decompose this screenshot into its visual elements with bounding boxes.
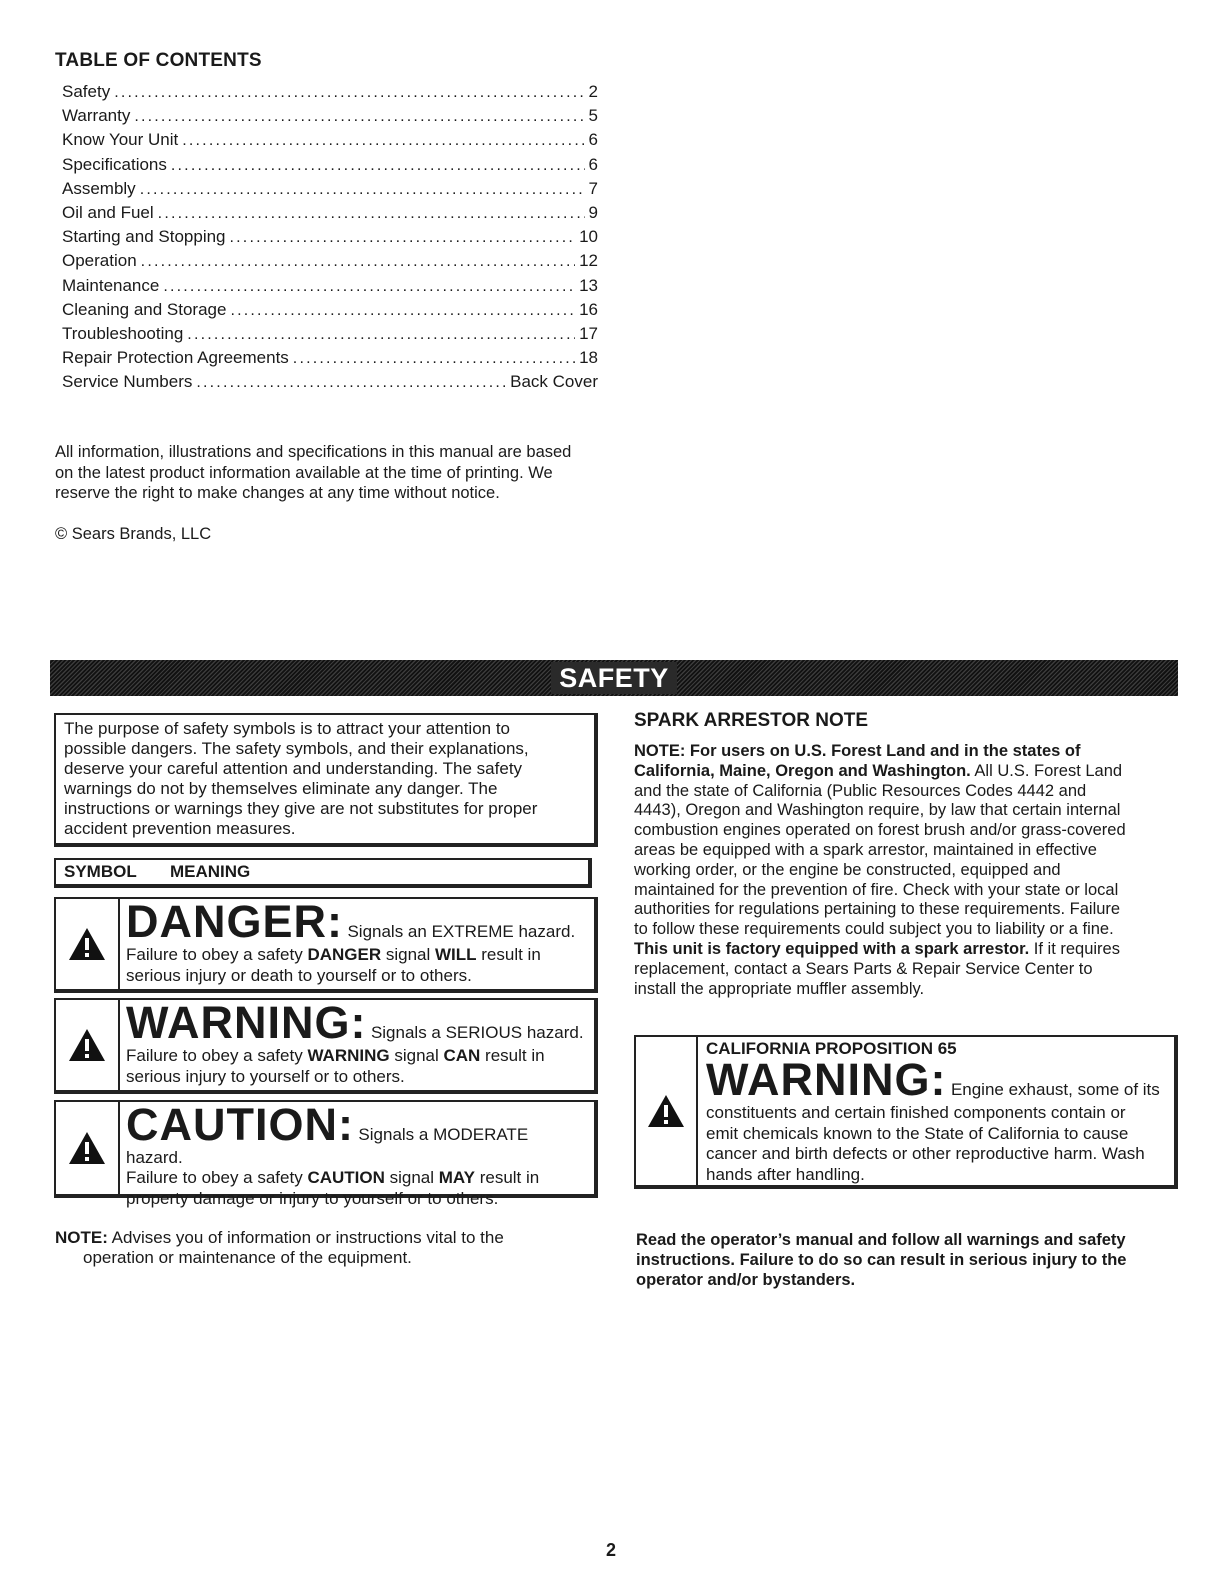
purpose-line: warnings do not by themselves eliminate any danger. The — [64, 779, 498, 798]
prop65-warning-word: WARNING: — [706, 1054, 947, 1105]
toc-item-page: 16 — [579, 299, 598, 319]
spark-arrestor-title: SPARK ARRESTOR NOTE — [634, 710, 869, 731]
caution-signal-box — [54, 1099, 598, 1208]
toc-item — [62, 324, 598, 348]
caution-description-line2: property damage or injury to yourself or to others. — [126, 1188, 499, 1208]
toc-item — [62, 82, 598, 106]
toc-item-label: Repair Protection Agreements — [62, 348, 289, 368]
disclaimer-line: All information, illustrations and specifications in this manual are based — [55, 443, 572, 461]
toc-leader — [158, 205, 585, 223]
toc-item-page: 7 — [588, 178, 598, 198]
toc-item — [62, 300, 598, 324]
safety-purpose-box — [54, 713, 598, 847]
toc-item-label: Warranty — [62, 106, 131, 126]
caution-description: Failure to obey a safety CAUTION signal MAY result in — [126, 1168, 540, 1187]
warning-triangle-icon — [67, 926, 107, 962]
toc-leader — [187, 326, 575, 344]
toc-item-page: 12 — [579, 251, 598, 271]
disclaimer-text — [55, 442, 600, 504]
toc-item-page: 9 — [588, 202, 598, 222]
danger-signal-box — [54, 897, 598, 993]
toc-item — [62, 348, 598, 372]
note-definition — [55, 1228, 595, 1268]
spark-arrestor-body: NOTE: For users on U.S. Forest Land and in the states of California, Maine, Oregon and Washington. All U.S. Forest Land and the state of California (Public Resources Codes 4442 and 4443), Oregon and Washington require, by law that certain internal combustion engines operated on forest brush and/or grass-covered areas be equipped with a spark arrestor, maintained in effective working order, or the engine be constructed, equipped and maintained for the prevention of fire. Check with your state or local authorities for regulations pertaining to these requirements. Failure to follow these requirements could subject you to liability or a fine. This unit is factory equipped with a spark arrestor. If it requires replacement, contact a Sears Parts & Repair Service Center to install the appropriate muffler assembly. — [634, 742, 1126, 998]
toc-item-label: Troubleshooting — [62, 323, 184, 343]
toc-item — [62, 203, 598, 227]
toc-leader — [293, 350, 575, 368]
warning-triangle-icon — [67, 1027, 107, 1063]
danger-short: Signals an EXTREME hazard. — [347, 922, 576, 941]
read-manual-notice: Read the operator’s manual and follow all warnings and safety instructions. Failure to do so can result in serious injury to the operator and/or bystanders. — [636, 1231, 1127, 1289]
note-label: NOTE: — [55, 1228, 108, 1247]
spark-note-bold: NOTE: For users on U.S. Forest Land and in the states of — [634, 742, 1081, 760]
toc-item-label: Starting and Stopping — [62, 227, 226, 247]
caution-icon-cell — [56, 1102, 120, 1194]
prop65-title: CALIFORNIA PROPOSITION 65 — [706, 1039, 957, 1058]
warning-description: Failure to obey a safety WARNING signal CAN result in — [126, 1046, 545, 1065]
toc-title: TABLE OF CONTENTS — [55, 50, 262, 71]
purpose-line: deserve your careful attention and understanding. The safety — [64, 759, 523, 778]
toc-item-page: 6 — [588, 154, 598, 174]
note-text-line2: operation or maintenance of the equipment. — [83, 1248, 412, 1267]
warning-short: Signals a SERIOUS hazard. — [370, 1023, 584, 1042]
note-text: Advises you of information or instructions vital to the — [107, 1228, 504, 1247]
safety-section-banner — [50, 660, 1178, 696]
warning-description-line2: serious injury to yourself or to others. — [126, 1066, 405, 1086]
toc-item-label: Maintenance — [62, 275, 160, 295]
purpose-line: possible dangers. The safety symbols, and their explanations, — [64, 739, 529, 758]
warning-triangle-icon — [646, 1093, 686, 1129]
toc-item — [62, 130, 598, 154]
toc-item-page: 17 — [579, 323, 598, 343]
prop65-text: WARNING: Engine exhaust, some of its constituents and certain finished components contain or emit chemicals known to the State of California to cause cancer and birth defects or other reproductive harm. Wash hands after handling. — [706, 1054, 1160, 1184]
toc-item-page: 2 — [588, 82, 598, 101]
toc-item-label: Specifications — [62, 154, 167, 174]
warning-triangle-icon — [67, 1130, 107, 1166]
toc-item-page: 5 — [588, 106, 598, 126]
toc-leader — [140, 181, 585, 199]
page-number: 2 — [606, 1540, 617, 1560]
spark-note-bold: This unit is factory equipped with a spark arrestor. — [634, 939, 1030, 958]
symbol-meaning-header — [54, 858, 592, 888]
warning-word: WARNING: — [126, 997, 367, 1048]
warning-icon-cell — [56, 1000, 120, 1090]
toc-item-label: Know Your Unit — [62, 130, 179, 150]
toc-leader — [196, 374, 506, 392]
danger-text — [126, 896, 586, 986]
prop65-warning-box — [634, 1035, 1178, 1189]
toc-leader — [134, 108, 584, 126]
toc-leader — [141, 253, 575, 271]
warning-signal-box — [54, 998, 598, 1094]
toc-item-page: 6 — [588, 130, 598, 150]
danger-word: DANGER: — [126, 896, 343, 947]
caution-word: CAUTION: — [126, 1099, 354, 1150]
toc-item — [62, 372, 598, 396]
danger-icon-cell — [56, 899, 120, 989]
toc-leader — [230, 229, 576, 247]
disclaimer-line: reserve the right to make changes at any time without notice. — [55, 484, 500, 502]
toc-item-label: Operation — [62, 251, 137, 271]
toc-item — [62, 276, 598, 300]
toc-item-page: 10 — [579, 227, 598, 247]
spark-note-bold: California, Maine, Oregon and Washington. — [634, 761, 971, 780]
toc-item — [62, 155, 598, 179]
toc-item-label: Assembly — [62, 178, 136, 198]
toc-list — [62, 82, 598, 396]
danger-description-line2: serious injury or death to yourself or to others. — [126, 965, 472, 985]
toc-item-label: Safety — [62, 82, 111, 101]
toc-leader — [230, 302, 575, 320]
disclaimer-line: on the latest product information available at the time of printing. We — [55, 463, 553, 482]
meaning-column-label: MEANING — [170, 862, 251, 881]
purpose-line: instructions or warnings they give are not substitutes for proper — [64, 799, 538, 818]
danger-description: Failure to obey a safety DANGER signal WILL result in — [126, 945, 541, 964]
toc-item — [62, 179, 598, 203]
prop65-icon-cell — [636, 1037, 698, 1185]
toc-item — [62, 106, 598, 130]
toc-item — [62, 251, 598, 275]
caution-short: Signals a MODERATE hazard. — [126, 1125, 529, 1167]
purpose-line: accident prevention measures. — [64, 819, 296, 838]
symbol-column-label: SYMBOL — [64, 862, 137, 881]
toc-item — [62, 227, 598, 251]
toc-item-label: Service Numbers — [62, 372, 193, 392]
toc-item-label: Oil and Fuel — [62, 202, 154, 222]
purpose-line: The purpose of safety symbols is to attract your attention to — [64, 719, 511, 738]
toc-item-page: 13 — [579, 275, 598, 295]
caution-text — [126, 1099, 586, 1209]
toc-leader — [114, 84, 584, 102]
toc-item-label: Cleaning and Storage — [62, 299, 227, 319]
toc-item-page: 18 — [579, 348, 598, 368]
warning-text — [126, 997, 586, 1087]
toc-leader — [171, 157, 585, 175]
toc-item-page: Back Cover — [510, 372, 598, 392]
safety-banner-title: SAFETY — [551, 662, 677, 694]
toc-leader — [182, 132, 584, 150]
toc-leader — [163, 278, 575, 296]
copyright: © Sears Brands, LLC — [55, 525, 212, 543]
